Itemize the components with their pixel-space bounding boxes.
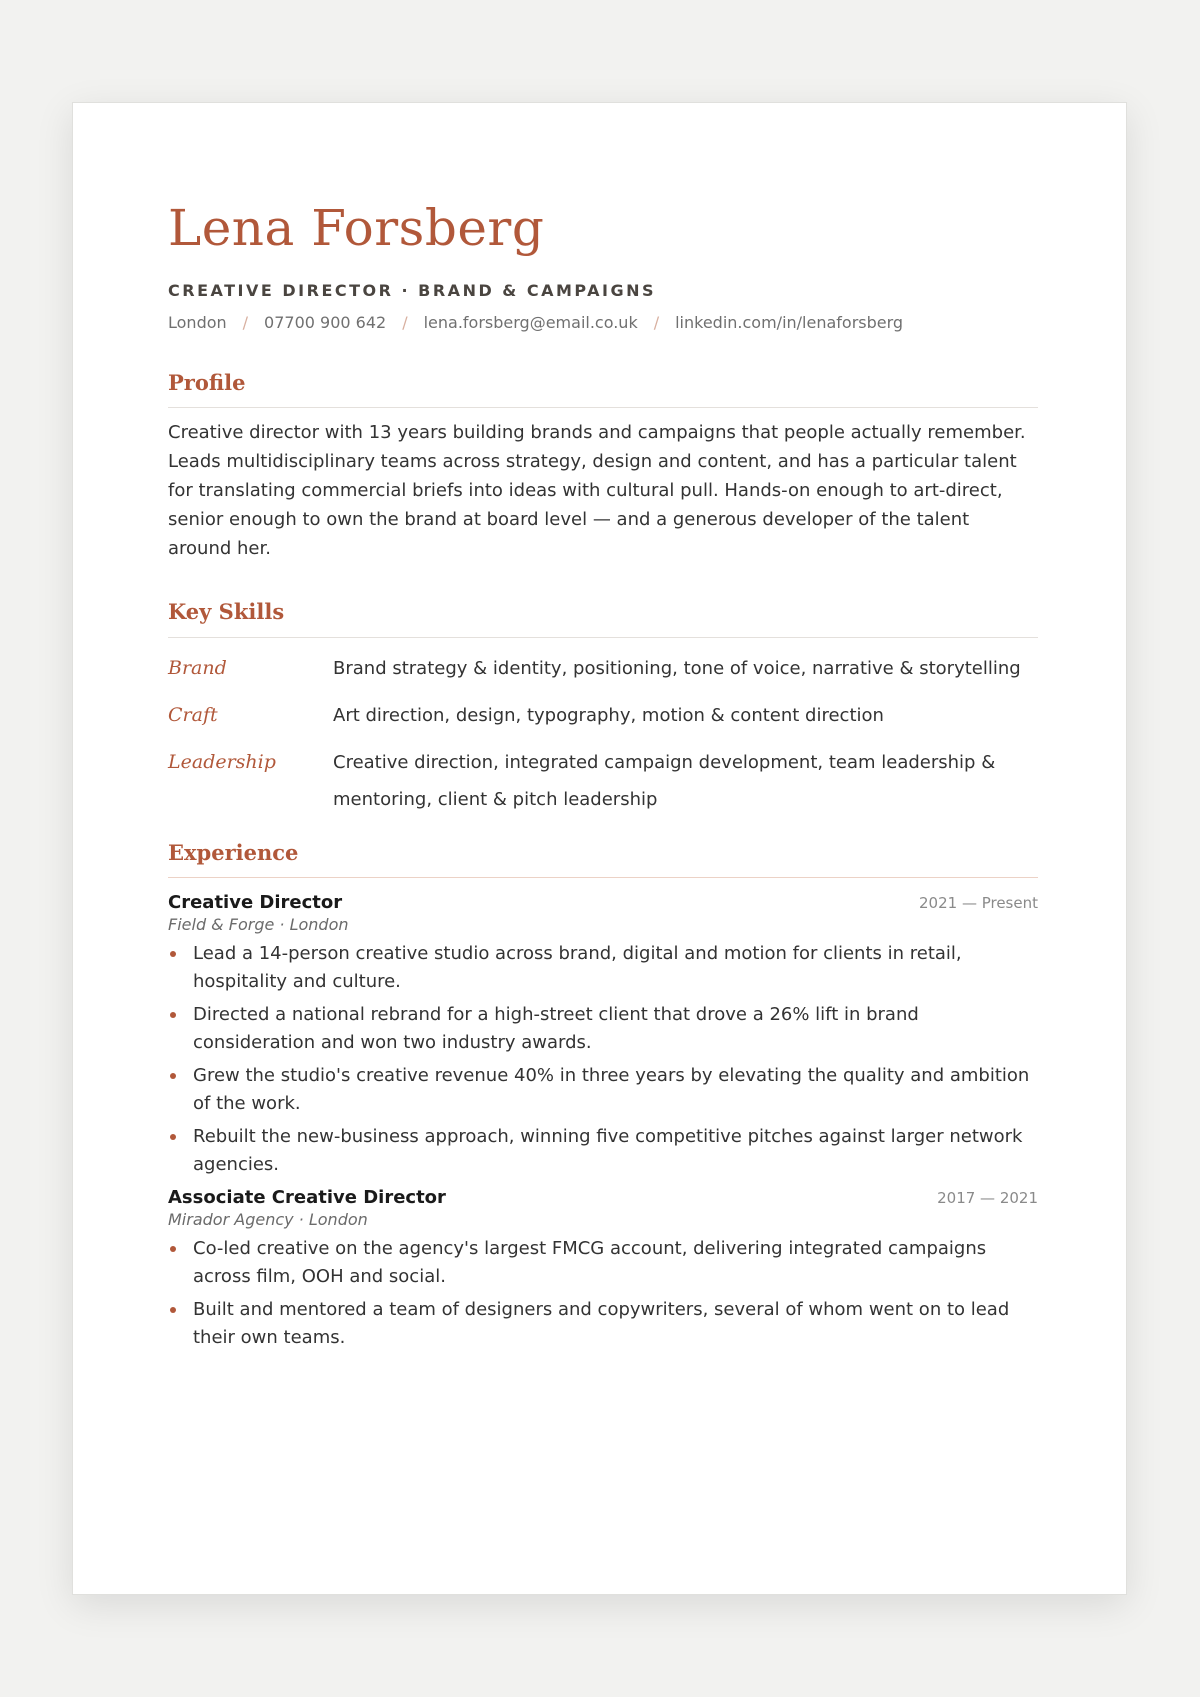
skill-row (168, 650, 1038, 687)
profile-section (168, 370, 1038, 563)
job-bullet (168, 1062, 1038, 1118)
bullet-dot-icon (170, 1134, 176, 1140)
job-bullet (168, 1235, 1038, 1291)
section-title-experience: Experience (168, 839, 299, 865)
contact-linkedin[interactable]: linkedin.com/in/lenaforsberg (675, 313, 904, 332)
job-entry (168, 892, 1038, 1179)
section-title-skills: Key Skills (168, 599, 285, 625)
bullet-text: Built and mentored a team of designers and copywriters, several of whom went on to lead their own teams. (193, 1298, 1010, 1348)
bullet-dot-icon (170, 1073, 176, 1079)
skill-row (168, 697, 1038, 734)
job-bullet (168, 1001, 1038, 1057)
resume-page (72, 102, 1127, 1595)
job-company: Field & Forge · London (168, 914, 349, 934)
section-divider (168, 407, 1038, 408)
contact-separator: / (242, 313, 249, 332)
job-bullet (168, 1296, 1038, 1352)
section-divider (168, 877, 1038, 878)
bullet-text: Rebuilt the new-business approach, winning five competitive pitches against larger network agencies. (193, 1125, 1023, 1175)
bullet-text: Grew the studio's creative revenue 40% in three years by elevating the quality and ambition of the work. (193, 1064, 1030, 1114)
job-headline: CREATIVE DIRECTOR · BRAND & CAMPAIGNS (168, 281, 657, 300)
skill-description: Art direction, design, typography, motion & content direction (333, 704, 884, 726)
contact-separator: / (653, 313, 660, 332)
job-dates: 2021 — Present (919, 893, 1038, 912)
job-header (168, 1187, 1038, 1209)
bullet-text: Directed a national rebrand for a high-street client that drove a 26% lift in brand consideration and won two industry awards. (193, 1003, 919, 1053)
job-title: Creative Director (168, 891, 343, 913)
job-dates: 2017 — 2021 (937, 1188, 1038, 1207)
skill-description: Brand strategy & identity, positioning, tone of voice, narrative & storytelling (333, 657, 1021, 679)
resume-content (168, 198, 1038, 1357)
section-title-profile: Profile (168, 370, 246, 396)
job-header (168, 892, 1038, 914)
bullet-dot-icon (170, 1246, 176, 1252)
skill-category: Leadership (168, 750, 276, 773)
contact-phone: 07700 900 642 (264, 313, 387, 332)
job-entry (168, 1187, 1038, 1352)
bullet-dot-icon (170, 951, 176, 957)
skill-category: Brand (168, 656, 227, 679)
skills-section (168, 599, 1038, 817)
bullet-text: Lead a 14-person creative studio across brand, digital and motion for clients in retail, hospitality and culture. (193, 942, 962, 992)
skill-description: Creative direction, integrated campaign development, team leadership & mentoring, client & pitch leadership (333, 751, 996, 810)
contact-email[interactable]: lena.forsberg@email.co.uk (423, 313, 638, 332)
contact-location: London (168, 313, 227, 332)
contact-separator: / (402, 313, 408, 332)
job-bullet (168, 940, 1038, 996)
skills-list (168, 650, 1038, 818)
job-bullet (168, 1123, 1038, 1179)
contact-line (168, 313, 1038, 332)
job-bullets (168, 940, 1038, 1179)
bullet-dot-icon (170, 1307, 176, 1313)
job-title: Associate Creative Director (168, 1186, 446, 1208)
job-bullets (168, 1235, 1038, 1352)
skill-category: Craft (168, 703, 218, 726)
profile-text: Creative director with 13 years building brands and campaigns that people actually remember. Leads multidisciplinary teams across strategy, design and content, and has a particular talent for translating commercial briefs into ideas with cultural pull. Hands-on enough to art-direct, senior enough to own the brand at board level — and a generous developer of the talent around her. (168, 422, 1026, 560)
candidate-name: Lena Forsberg (168, 199, 545, 257)
job-company: Mirador Agency · London (168, 1209, 368, 1229)
section-divider (168, 637, 1038, 638)
experience-section (168, 840, 1038, 1352)
skill-row (168, 744, 1038, 818)
bullet-dot-icon (170, 1012, 176, 1018)
bullet-text: Co-led creative on the agency's largest FMCG account, delivering integrated campaigns across film, OOH and social. (193, 1237, 987, 1287)
